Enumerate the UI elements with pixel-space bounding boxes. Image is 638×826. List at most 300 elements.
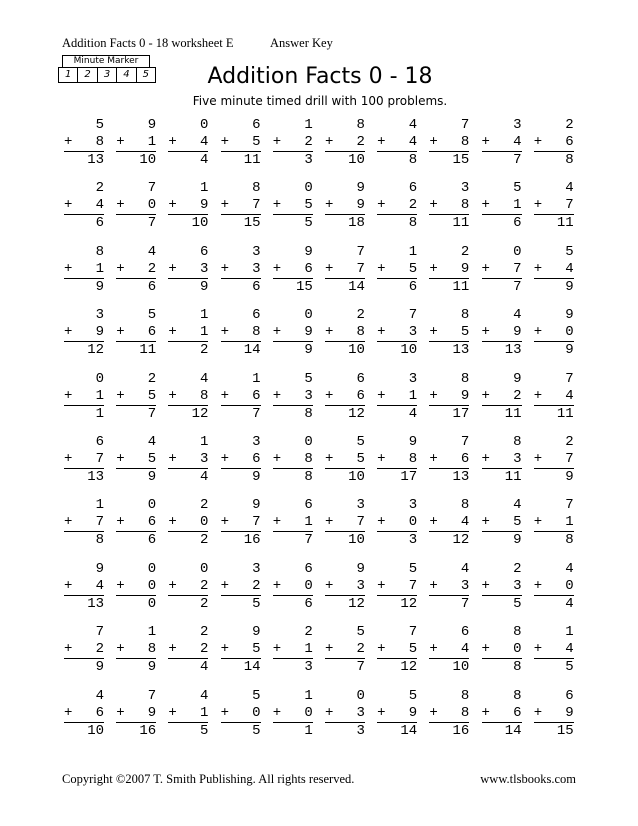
- addition-problem: [64, 117, 104, 180]
- plus-sign: +: [116, 577, 125, 594]
- answer: [377, 278, 417, 296]
- addend-top: [168, 117, 208, 134]
- addend-top: [534, 117, 574, 134]
- addend-bottom: [116, 451, 156, 468]
- addend-top: [325, 244, 365, 261]
- addend-top: [168, 371, 208, 388]
- answer-value: 2: [199, 595, 209, 612]
- answer-value: 10: [87, 722, 104, 739]
- addend-bottom: [534, 388, 574, 405]
- addend-bottom: [221, 134, 261, 151]
- addend-bottom-value: 9: [513, 324, 522, 341]
- addend-bottom: [377, 134, 417, 151]
- addition-problem: [168, 688, 208, 751]
- answer: [168, 151, 208, 169]
- answer: [221, 151, 261, 169]
- answer-value: 6: [304, 595, 313, 612]
- addend-bottom-value: 2: [304, 134, 313, 150]
- addend-bottom: [221, 641, 261, 658]
- addend-bottom-value: 0: [513, 641, 522, 658]
- answer-value: 11: [452, 278, 470, 295]
- plus-sign: +: [377, 260, 386, 277]
- answer-value: 8: [408, 215, 418, 232]
- addend-bottom: [273, 197, 313, 214]
- minute-marker: [58, 55, 158, 83]
- addend-bottom: [116, 324, 156, 341]
- addition-problem: [221, 434, 261, 497]
- addend-bottom-value: 7: [252, 197, 261, 214]
- addend-bottom-value: 3: [304, 387, 313, 404]
- addition-problem: [429, 117, 469, 180]
- plus-sign: +: [533, 514, 543, 531]
- answer-value: 13: [87, 152, 104, 168]
- answer: [168, 595, 208, 613]
- addend-bottom: [273, 451, 313, 468]
- answer-value: 5: [304, 215, 313, 232]
- answer: [168, 722, 208, 740]
- addition-problem: [64, 371, 104, 434]
- answer: [534, 405, 574, 423]
- answer: [482, 405, 522, 423]
- answer: [429, 405, 469, 423]
- plus-sign: +: [377, 324, 386, 341]
- answer: [221, 658, 261, 676]
- addend-top: [325, 434, 365, 451]
- addend-bottom: [482, 514, 522, 531]
- addition-problem: [64, 244, 104, 307]
- answer-value: 3: [408, 532, 418, 549]
- addend-top-value: 4: [408, 117, 418, 133]
- answer: [168, 468, 208, 486]
- addend-bottom: [273, 641, 313, 658]
- plus-sign: +: [429, 450, 438, 467]
- addend-bottom-value: 4: [95, 577, 104, 594]
- addend-bottom: [116, 197, 156, 214]
- answer-value: 14: [400, 722, 418, 739]
- addend-top: [273, 434, 313, 451]
- addend-bottom: [116, 134, 156, 151]
- addend-bottom: [64, 578, 104, 595]
- addend-top-value: 4: [513, 497, 522, 514]
- addend-top-value: 7: [95, 624, 104, 641]
- answer-value: 7: [513, 152, 522, 168]
- plus-sign: +: [168, 641, 177, 658]
- answer: [482, 531, 522, 549]
- answer-value: 5: [565, 659, 574, 676]
- answer-value: 13: [87, 468, 104, 485]
- addend-bottom-value: 2: [199, 641, 209, 658]
- addend-bottom-value: 6: [513, 704, 522, 721]
- addend-top: [377, 117, 417, 134]
- copyright-notice: Copyright ©2007 T. Smith Publishing. All rights reserved.: [62, 772, 355, 786]
- addition-problem: [64, 180, 104, 243]
- answer: [221, 722, 261, 740]
- addend-bottom-value: 5: [252, 134, 261, 150]
- answer: [64, 405, 104, 423]
- addend-bottom-value: 1: [95, 260, 104, 277]
- answer-value: 9: [565, 278, 574, 295]
- plus-sign: +: [168, 704, 177, 721]
- plus-sign: +: [220, 450, 229, 467]
- answer: [482, 341, 522, 359]
- problem-grid: [64, 117, 586, 751]
- addend-top: [64, 624, 104, 641]
- addend-bottom: [325, 197, 365, 214]
- answer-value: 8: [95, 532, 104, 549]
- addend-top-value: 3: [252, 243, 261, 260]
- addend-bottom-value: 1: [565, 514, 574, 531]
- addend-bottom: [64, 197, 104, 214]
- addend-top-value: 2: [199, 624, 209, 641]
- addition-problem: [116, 117, 156, 180]
- answer: [534, 151, 574, 169]
- addend-top-value: 6: [565, 687, 574, 704]
- addend-bottom-value: 3: [356, 704, 365, 721]
- answer-value: 13: [87, 595, 104, 612]
- plus-sign: +: [168, 197, 177, 214]
- addend-top: [534, 371, 574, 388]
- answer-value: 12: [348, 595, 365, 612]
- answer: [534, 722, 574, 740]
- answer-value: 6: [252, 278, 261, 295]
- addend-top-value: 2: [565, 117, 574, 133]
- plus-sign: +: [116, 514, 125, 531]
- addend-top-value: 0: [356, 687, 365, 704]
- plus-sign: +: [116, 704, 125, 721]
- addend-top: [325, 117, 365, 134]
- addend-bottom: [64, 705, 104, 722]
- answer-value: 16: [243, 532, 261, 549]
- answer-value: 4: [565, 595, 574, 612]
- answer: [534, 658, 574, 676]
- addend-bottom: [221, 705, 261, 722]
- addition-problem: [377, 688, 417, 751]
- plus-sign: +: [272, 641, 282, 658]
- answer: [221, 341, 261, 359]
- plus-sign: +: [481, 197, 490, 214]
- answer-value: 15: [556, 722, 574, 739]
- answer-value: 0: [147, 595, 157, 612]
- plus-sign: +: [64, 134, 73, 150]
- addend-bottom: [325, 451, 365, 468]
- addend-top: [429, 497, 469, 514]
- addition-problem: [429, 561, 469, 624]
- addend-bottom-value: 3: [199, 450, 209, 467]
- addition-problem: [429, 434, 469, 497]
- addend-top-value: 7: [565, 497, 574, 514]
- addend-top: [482, 688, 522, 705]
- answer-value: 7: [460, 595, 470, 612]
- addend-bottom: [429, 578, 469, 595]
- addend-bottom-value: 2: [513, 387, 522, 404]
- addend-bottom-value: 5: [147, 387, 157, 404]
- minute-box: 5: [142, 69, 150, 80]
- addend-top-value: 0: [147, 497, 157, 514]
- addend-top-value: 4: [565, 180, 574, 197]
- addend-top-value: 7: [147, 687, 157, 704]
- answer-value: 8: [513, 659, 522, 676]
- answer-value: 5: [252, 595, 261, 612]
- addend-top: [64, 434, 104, 451]
- answer: [325, 468, 365, 486]
- addition-problem: [273, 180, 313, 243]
- addend-bottom-value: 2: [199, 577, 209, 594]
- answer-value: 7: [356, 659, 365, 676]
- answer-value: 7: [252, 405, 261, 422]
- addition-problem: [377, 497, 417, 560]
- addend-bottom-value: 4: [565, 641, 574, 658]
- answer-value: 15: [243, 215, 261, 232]
- addend-top-value: 0: [199, 117, 209, 133]
- answer-value: 11: [556, 405, 574, 422]
- addition-problem: [221, 371, 261, 434]
- addend-top-value: 1: [252, 370, 261, 387]
- addend-bottom-value: 7: [565, 197, 574, 214]
- addend-top: [116, 180, 156, 197]
- addition-problem: [429, 180, 469, 243]
- plus-sign: +: [168, 324, 177, 341]
- addition-problem: [534, 497, 574, 560]
- answer-value: 11: [504, 405, 522, 422]
- addend-bottom: [325, 261, 365, 278]
- addend-bottom-value: 9: [199, 197, 209, 214]
- addition-problem: [116, 497, 156, 560]
- answer-value: 18: [348, 215, 365, 232]
- addition-problem: [116, 561, 156, 624]
- addend-top: [482, 307, 522, 324]
- addend-top-value: 2: [95, 180, 104, 197]
- plus-sign: +: [168, 577, 177, 594]
- addend-top-value: 5: [252, 687, 261, 704]
- addend-bottom: [168, 705, 208, 722]
- addend-top-value: 4: [199, 370, 209, 387]
- answer-value: 8: [304, 405, 313, 422]
- addend-top: [325, 180, 365, 197]
- addend-bottom: [325, 514, 365, 531]
- plus-sign: +: [64, 197, 73, 214]
- addend-top: [116, 434, 156, 451]
- addition-problem: [221, 624, 261, 687]
- answer-value: 14: [243, 659, 261, 676]
- addend-bottom-value: 8: [460, 134, 470, 150]
- addend-bottom: [482, 705, 522, 722]
- plus-sign: +: [64, 704, 73, 721]
- plus-sign: +: [377, 577, 386, 594]
- addition-problem: [325, 434, 365, 497]
- addend-bottom: [116, 388, 156, 405]
- plus-sign: +: [220, 641, 229, 658]
- addend-top: [429, 434, 469, 451]
- addition-problem: [168, 434, 208, 497]
- plus-sign: +: [324, 704, 334, 721]
- page-title: Addition Facts 0 - 18: [207, 64, 433, 89]
- addend-bottom: [221, 197, 261, 214]
- addend-bottom: [377, 197, 417, 214]
- plus-sign: +: [324, 514, 334, 531]
- addend-bottom-value: 1: [304, 514, 313, 531]
- answer: [325, 722, 365, 740]
- answer: [429, 468, 469, 486]
- addend-bottom-value: 9: [565, 704, 574, 721]
- addend-top-value: 6: [252, 117, 261, 133]
- addend-top: [325, 497, 365, 514]
- plus-sign: +: [533, 197, 543, 214]
- answer-key-label: Answer Key: [270, 36, 333, 50]
- answer: [116, 595, 156, 613]
- addend-top-value: 6: [304, 560, 313, 577]
- addend-bottom-value: 9: [304, 324, 313, 341]
- answer-value: 11: [504, 468, 522, 485]
- addend-top: [377, 497, 417, 514]
- plus-sign: +: [272, 514, 282, 531]
- answer-value: 9: [147, 659, 157, 676]
- addition-problem: [64, 497, 104, 560]
- addition-problem: [429, 307, 469, 370]
- answer: [325, 151, 365, 169]
- answer-value: 8: [565, 532, 574, 549]
- answer: [429, 151, 469, 169]
- addend-bottom-value: 9: [95, 324, 104, 341]
- answer: [64, 531, 104, 549]
- addend-bottom: [534, 578, 574, 595]
- addend-top: [64, 307, 104, 324]
- addend-top: [273, 561, 313, 578]
- answer: [482, 214, 522, 232]
- addend-top-value: 0: [304, 180, 313, 197]
- addition-problem: [116, 244, 156, 307]
- addend-top: [64, 371, 104, 388]
- addend-bottom: [377, 514, 417, 531]
- addend-bottom: [534, 197, 574, 214]
- answer: [482, 722, 522, 740]
- addition-problem: [377, 180, 417, 243]
- addend-top-value: 7: [147, 180, 157, 197]
- addition-problem: [482, 688, 522, 751]
- plus-sign: +: [481, 134, 490, 150]
- addition-problem: [325, 688, 365, 751]
- addend-bottom-value: 5: [356, 450, 365, 467]
- addend-bottom: [64, 641, 104, 658]
- addend-top: [64, 180, 104, 197]
- plus-sign: +: [481, 577, 490, 594]
- addend-top: [221, 497, 261, 514]
- answer: [221, 531, 261, 549]
- addend-top: [273, 244, 313, 261]
- addend-top: [429, 371, 469, 388]
- addend-bottom-value: 2: [356, 641, 365, 658]
- addend-top: [273, 688, 313, 705]
- answer-value: 5: [199, 722, 209, 739]
- addend-bottom: [168, 578, 208, 595]
- addend-bottom-value: 0: [304, 577, 313, 594]
- plus-sign: +: [220, 324, 229, 341]
- addend-top: [377, 244, 417, 261]
- addend-bottom: [116, 641, 156, 658]
- plus-sign: +: [324, 260, 334, 277]
- addend-top: [116, 688, 156, 705]
- addition-problem: [482, 561, 522, 624]
- addend-bottom-value: 2: [252, 577, 261, 594]
- addend-top: [534, 624, 574, 641]
- answer: [482, 595, 522, 613]
- addition-problem: [534, 371, 574, 434]
- addition-problem: [325, 307, 365, 370]
- plus-sign: +: [220, 387, 229, 404]
- addend-top: [482, 434, 522, 451]
- addition-problem: [429, 371, 469, 434]
- addend-bottom: [429, 705, 469, 722]
- addend-bottom: [168, 324, 208, 341]
- addend-top-value: 6: [356, 370, 365, 387]
- addend-bottom: [64, 514, 104, 531]
- answer: [429, 531, 469, 549]
- plus-sign: +: [533, 641, 543, 658]
- answer: [116, 278, 156, 296]
- answer-value: 6: [147, 278, 157, 295]
- addend-top-value: 4: [147, 243, 157, 260]
- answer-value: 3: [304, 152, 313, 168]
- answer: [534, 341, 574, 359]
- addition-problem: [534, 307, 574, 370]
- addend-top: [221, 371, 261, 388]
- addend-top-value: 1: [95, 497, 104, 514]
- addend-bottom-value: 5: [408, 260, 418, 277]
- addend-top-value: 3: [356, 497, 365, 514]
- addend-top: [325, 307, 365, 324]
- plus-sign: +: [116, 134, 125, 150]
- addend-bottom: [273, 578, 313, 595]
- addend-bottom: [534, 705, 574, 722]
- addend-bottom: [482, 197, 522, 214]
- addend-bottom: [482, 578, 522, 595]
- addend-bottom: [429, 388, 469, 405]
- addition-problem: [482, 624, 522, 687]
- addend-bottom: [64, 134, 104, 151]
- addition-problem: [168, 244, 208, 307]
- answer-value: 8: [565, 152, 574, 168]
- addition-problem: [221, 307, 261, 370]
- answer: [273, 531, 313, 549]
- addition-problem: [534, 117, 574, 180]
- addend-top-value: 8: [252, 180, 261, 197]
- addend-top: [534, 688, 574, 705]
- addition-problem: [534, 180, 574, 243]
- addend-bottom-value: 5: [147, 450, 157, 467]
- addition-problem: [482, 117, 522, 180]
- addend-bottom-value: 5: [513, 514, 522, 531]
- answer: [325, 405, 365, 423]
- answer-value: 11: [556, 215, 574, 232]
- addend-top: [482, 117, 522, 134]
- addend-top-value: 1: [304, 117, 313, 133]
- addend-bottom-value: 2: [95, 641, 104, 658]
- answer-value: 2: [199, 532, 209, 549]
- addend-top-value: 8: [460, 497, 470, 514]
- addend-bottom-value: 8: [147, 641, 157, 658]
- addend-bottom: [377, 451, 417, 468]
- answer-value: 6: [147, 532, 157, 549]
- plus-sign: +: [116, 197, 125, 214]
- addition-problem: [221, 180, 261, 243]
- plus-sign: +: [116, 260, 125, 277]
- addend-top-value: 5: [147, 307, 157, 324]
- plus-sign: +: [220, 260, 229, 277]
- addend-top: [273, 624, 313, 641]
- answer: [168, 658, 208, 676]
- addend-top-value: 6: [95, 433, 104, 450]
- addend-bottom: [273, 514, 313, 531]
- addend-top: [429, 688, 469, 705]
